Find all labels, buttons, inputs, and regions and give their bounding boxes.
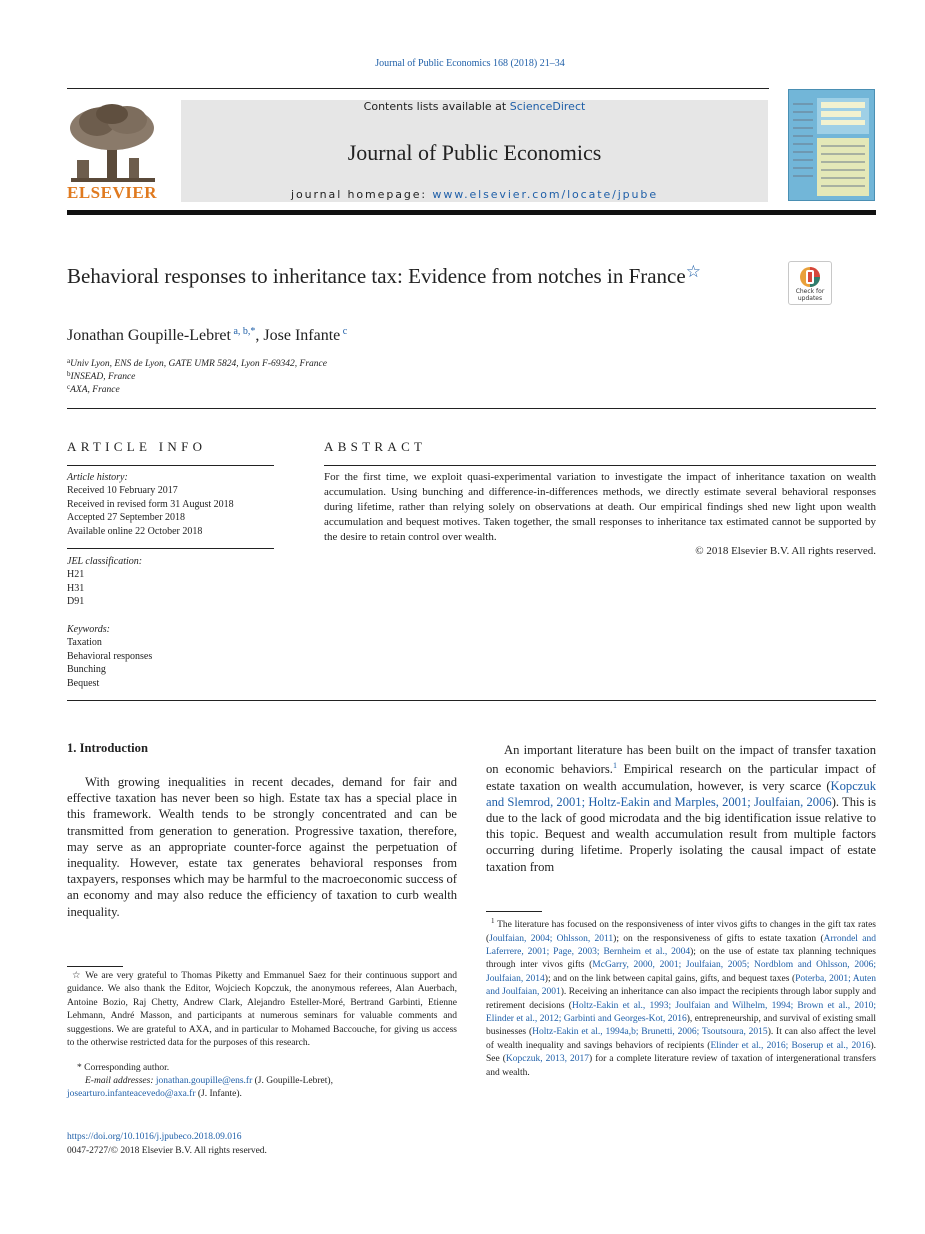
author-list xyxy=(67,326,347,345)
history-item: Accepted 27 September 2018 xyxy=(67,512,186,524)
footnote-rule xyxy=(486,911,542,912)
intro-paragraph-right xyxy=(486,742,876,875)
article-history xyxy=(67,471,234,538)
citation-link[interactable]: Kopczuk, 2013, 2017 xyxy=(505,1054,590,1065)
corr-text: Corresponding author. xyxy=(81,1063,170,1073)
citation-link[interactable]: Kopczuk and Slemrod, 2001; Holtz-Eakin and Marples, 2001; Joulfaian, 2006 xyxy=(486,778,876,809)
fn-text: ). It can also affect the level of wealth inequality and savings behaviors of recipients ( xyxy=(486,1027,876,1051)
jel-code: H31 xyxy=(67,582,85,594)
history-label: Article history: xyxy=(67,472,128,483)
citation-link[interactable]: McGarry, 2000, 2001; Joulfaian, 2005; Nordblom and Ohlsson, 2006; Joulfaian, 2014 xyxy=(486,960,876,984)
keyword: Bequest xyxy=(67,677,100,689)
email-label: E-mail addresses: xyxy=(85,1076,156,1086)
contents-line xyxy=(181,100,768,113)
citation-link[interactable]: Joulfaian, 2004; Ohlsson, 2011 xyxy=(489,933,614,944)
email-line xyxy=(85,1075,333,1088)
fn-text: The literature has focused on the responsiveness of inter vivos gifts to changes in the gift tax rates ( xyxy=(486,920,876,944)
citation-link[interactable]: Poterba, 2001; Auten and Joulfaian, 2001 xyxy=(486,973,877,998)
fn-text: ) for a complete literature review of taxation of intergenerational transfers and wealth. xyxy=(486,1054,876,1078)
crossmark-label xyxy=(789,289,831,302)
jel-label: JEL classification: xyxy=(67,556,143,567)
affiliation-c xyxy=(67,383,120,395)
affiliation-a xyxy=(67,357,327,369)
abstract-text: For the first time, we exploit quasi-experimental variation to investigate the impact of inheritance taxation on wealth accumulation. Using bunching and difference-in-differences methods, we directly estimate several behavioral responses during lifetime, rather than relying solely on observations at death. Our empirical findings shed new light upon wealth accumulation and bequest motives. Taken together, the small responses to inheritance tax estimated cannot be supported by the desire to retain control over wealth. xyxy=(324,471,876,543)
affiliation-text: Univ Lyon, ENS de Lyon, GATE UMR 5824, Lyon F-69342, France xyxy=(70,359,327,369)
author-separator: , xyxy=(255,327,264,344)
citation-link[interactable]: Holtz-Eakin et al., 1993; Joulfaian and Wilhelm, 1994; Brown et al., 2010; Elinder et al., 2012; Garbinti and Georges-Kot, 2016 xyxy=(486,1000,877,1024)
journal-title: Journal of Public Economics xyxy=(347,140,602,165)
section-heading-introduction: 1. Introduction xyxy=(67,741,148,755)
article-info-rule xyxy=(67,465,274,466)
keywords-label: Keywords: xyxy=(67,624,110,635)
keyword: Bunching xyxy=(67,664,106,676)
email-link[interactable]: jonathan.goupille@ens.fr xyxy=(155,1076,253,1086)
fn-text: ); on the use of estate tax planning techniques through inter vivos gifts ( xyxy=(486,946,876,971)
article-info-rule xyxy=(67,548,274,549)
email-name: (J. Goupille-Lebret), xyxy=(252,1076,333,1086)
homepage-prefix: journal homepage: xyxy=(291,188,433,201)
fn-text: ). Receiving an inheritance can also impact the recipients through labor supply and retirement decisions ( xyxy=(486,987,877,1011)
affiliation-text: AXA, France xyxy=(70,385,120,395)
author2-sup[interactable]: c xyxy=(342,326,348,337)
affiliation-text: INSEAD, France xyxy=(70,372,136,382)
fn-text: ). See ( xyxy=(486,1040,876,1065)
crossmark-line1: Check for xyxy=(795,288,825,295)
journal-cover-thumbnail[interactable] xyxy=(788,89,875,201)
affiliation-b xyxy=(67,370,135,382)
email-link[interactable]: josearturo.infanteacevedo@axa.fr xyxy=(67,1089,196,1099)
author1-sup[interactable]: a, b, xyxy=(233,326,251,337)
doi-link[interactable]: https://doi.org/10.1016/j.jpubeco.2018.09.016 xyxy=(67,1132,242,1142)
header-rule xyxy=(67,88,769,89)
email-line xyxy=(67,1088,242,1101)
crossmark-icon xyxy=(789,264,831,290)
abstract-copyright: © 2018 Elsevier B.V. All rights reserved. xyxy=(695,545,876,557)
jel-classification xyxy=(67,555,142,609)
abstract-heading: ABSTRACT xyxy=(324,439,427,454)
keyword: Behavioral responses xyxy=(67,650,153,662)
fn-text: ); and on the link between capital gains, gifts, and bequest taxes ( xyxy=(544,973,796,984)
keywords xyxy=(67,623,152,690)
footnote-rule xyxy=(67,966,123,967)
check-for-updates-badge[interactable] xyxy=(788,261,832,305)
section-divider xyxy=(67,408,876,409)
email-name: (J. Infante). xyxy=(195,1089,242,1099)
para-text: An important literature has been built on the impact of transfer taxation on economic behaviors. xyxy=(486,743,876,777)
author-name: Jonathan Goupille-Lebret xyxy=(67,327,231,344)
ack-mark: ☆ xyxy=(72,971,82,981)
homepage-line xyxy=(181,188,768,201)
cover-image xyxy=(789,90,874,200)
footnote-marker[interactable]: 1 xyxy=(612,761,617,771)
homepage-link[interactable]: www.elsevier.com/locate/jpube xyxy=(432,188,658,201)
para-text: Empirical research on the particular impact of estate taxation on wealth accumulation, however, is very scarce ( xyxy=(486,762,876,793)
author-name: Jose Infante xyxy=(263,327,341,344)
jel-code: H21 xyxy=(67,569,85,581)
corresponding-author-star[interactable]: * xyxy=(250,326,256,337)
history-item: Received 10 February 2017 xyxy=(67,485,178,497)
section-divider xyxy=(67,700,876,701)
fn-text: ); on the responsiveness of gifts to estate taxation ( xyxy=(613,933,824,944)
citation-link[interactable]: Arrondel and Laferrere, 2001; Page, 2003; Bernheim et al., 2004 xyxy=(486,933,876,957)
intro-paragraph: With growing inequalities in recent decades, demand for fair and effective taxation has never been so high. Estate tax has a special place in this framework. Wealth tends to be strongly concentrated and can be transmitted from generation to generation. Progressive taxation, therefore, may serve as an appropriate counter-force against the perpetuation of inequality. However, estate tax generates behavioral responses from taxpayers, responses which may be harmful to the macroeconomic success of an economy and may also reduce the efficiency of taxation to curb wealth inequality. xyxy=(67,775,457,919)
sciencedirect-link[interactable]: ScienceDirect xyxy=(509,100,586,113)
elsevier-wordmark: ELSEVIER xyxy=(67,183,157,202)
para-text: ). This is due to the lack of good microdata and the big identification issue relative to this topic. Bequest and wealth accumulation result from multiple factors occurring during lifetime. Properly isolating the causal impact of estate taxation from xyxy=(486,794,877,874)
crossmark-line2: updates xyxy=(797,294,823,302)
abstract-rule xyxy=(324,465,876,466)
affiliation-mark: a xyxy=(67,357,71,365)
corresponding-author-note xyxy=(77,1062,169,1075)
footnote-1 xyxy=(486,915,876,1080)
journal-reference-link[interactable]: Journal of Public Economics 168 (2018) 21–34 xyxy=(375,58,565,69)
citation-link[interactable]: Elinder et al., 2016; Boserup et al., 2016 xyxy=(710,1040,871,1051)
affiliation-mark: c xyxy=(67,383,71,391)
history-item: Received in revised form 31 August 2018 xyxy=(67,498,234,510)
citation-link[interactable]: Holtz-Eakin et al., 1994a,b; Brunetti, 2006; Tsoutsoura, 2015 xyxy=(532,1027,768,1038)
fn-text: ), entrepreneurship, and survival of existing small businesses ( xyxy=(486,1014,876,1038)
title-footnote-star[interactable]: ☆ xyxy=(685,262,701,281)
issn-line: 0047-2727/© 2018 Elsevier B.V. All rights reserved. xyxy=(67,1146,267,1156)
author-affiliation-marks[interactable] xyxy=(231,326,255,337)
article-info-heading: ARTICLE INFO xyxy=(67,439,207,454)
ack-text: We are very grateful to Thomas Piketty and Emmanuel Saez for their continuous support and guidance. We also thank the Editor, Wojciech Kopczuk, the anonymous referees, Alan Auerbach, Antoine Bozio, Raj Chetty, Andrew Clark, Alejandro Esteller-Moré, Bertrand Garbinti, Etienne Lehmann, André Masson, and participants at numerous seminars for valuable comments and suggestions. We are grateful to AXA, and in particular to Mohamed Baccouche, for giving us access to the otherwise restricted data for the purposes of this research. xyxy=(67,971,457,1049)
corr-mark: * xyxy=(77,1063,82,1073)
header-rule-thick xyxy=(67,210,876,215)
history-item: Available online 22 October 2018 xyxy=(67,525,203,537)
jel-code: D91 xyxy=(67,596,85,608)
footnote-number: 1 xyxy=(491,917,495,925)
contents-prefix: Contents lists available at xyxy=(363,100,510,113)
affiliation-mark: b xyxy=(67,370,71,378)
article-title-text: Behavioral responses to inheritance tax: Evidence from notches in France xyxy=(67,264,686,288)
acknowledgement-footnote xyxy=(67,970,457,1050)
tree-icon xyxy=(67,100,159,184)
keyword: Taxation xyxy=(67,637,102,649)
article-title xyxy=(67,258,767,290)
